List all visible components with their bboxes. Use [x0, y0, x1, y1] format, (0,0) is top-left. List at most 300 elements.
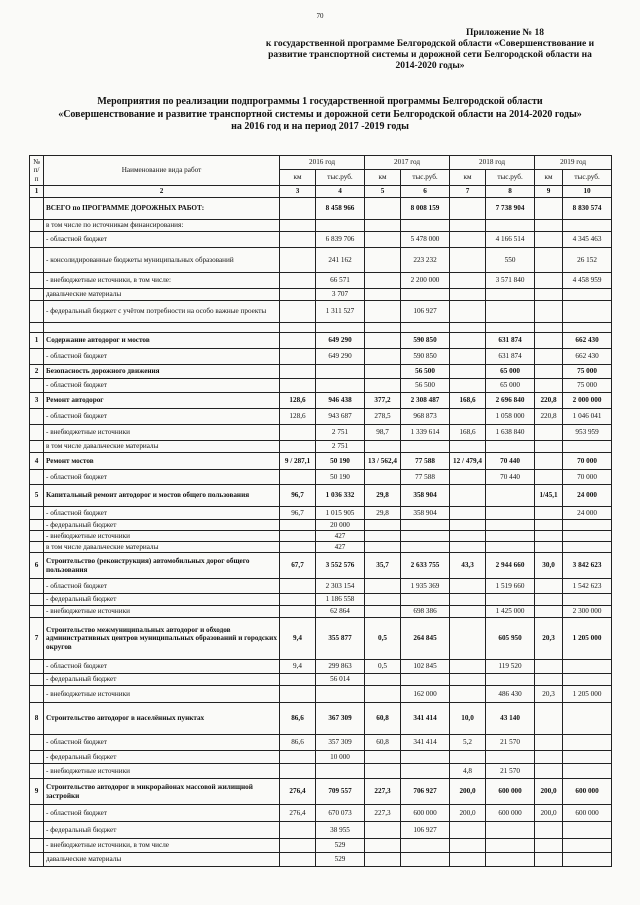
amount-cell: 3 571 840	[486, 273, 535, 289]
amount-cell: 670 073	[316, 805, 365, 822]
amount-cell: 600 000	[401, 805, 450, 822]
header-year-2019: 2019 год	[535, 156, 612, 170]
amount-cell: 70 440	[486, 470, 535, 485]
work-type-name: в том числе по источникам финансирования:	[44, 220, 280, 232]
amount-cell: 70 440	[486, 453, 535, 470]
table-row	[30, 409, 612, 425]
row-number	[30, 805, 44, 822]
km-cell: 276,4	[280, 805, 316, 822]
amount-cell	[563, 853, 612, 867]
amount-cell: 65 000	[486, 365, 535, 379]
row-number	[30, 520, 44, 531]
km-cell	[365, 531, 401, 542]
row-number	[30, 198, 44, 220]
amount-cell: 75 000	[563, 379, 612, 393]
table-row	[30, 618, 612, 660]
table-row	[30, 805, 612, 822]
amount-cell: 20 000	[316, 520, 365, 531]
km-cell: 9 / 287,1	[280, 453, 316, 470]
amount-cell: 77 588	[401, 470, 450, 485]
row-number	[30, 248, 44, 273]
table-row	[30, 333, 612, 349]
amount-cell: 1 036 332	[316, 485, 365, 507]
amount-cell: 358 904	[401, 485, 450, 507]
amount-cell: 264 845	[401, 618, 450, 660]
km-cell	[535, 323, 563, 333]
amount-cell: 56 014	[316, 674, 365, 686]
amount-cell: 66 571	[316, 273, 365, 289]
km-cell	[535, 453, 563, 470]
table-row	[30, 594, 612, 606]
amount-cell: 600 000	[563, 805, 612, 822]
km-cell: 227,3	[365, 805, 401, 822]
row-number: 3	[30, 393, 44, 409]
amount-cell: 1 339 614	[401, 425, 450, 441]
amount-cell: 10 000	[316, 751, 365, 764]
work-type-name: - областной бюджет	[44, 735, 280, 751]
km-cell	[535, 301, 563, 323]
amount-cell: 2 000 000	[563, 393, 612, 409]
amount-cell: 241 162	[316, 248, 365, 273]
km-cell: 12 / 479,4	[450, 453, 486, 470]
header-row-years	[30, 156, 612, 170]
row-number: 1	[30, 333, 44, 349]
amount-cell: 968 873	[401, 409, 450, 425]
km-cell: 96,7	[280, 485, 316, 507]
amount-cell	[563, 822, 612, 839]
amount-cell: 2 944 660	[486, 553, 535, 579]
km-cell	[450, 618, 486, 660]
km-cell	[450, 660, 486, 674]
amount-cell	[486, 289, 535, 301]
km-cell: 227,3	[365, 779, 401, 805]
km-cell	[535, 425, 563, 441]
km-cell	[450, 409, 486, 425]
km-cell	[450, 822, 486, 839]
amount-cell	[486, 441, 535, 453]
work-type-name: - федеральный бюджет	[44, 751, 280, 764]
km-cell	[365, 273, 401, 289]
km-cell	[280, 273, 316, 289]
table-row	[30, 839, 612, 853]
row-number	[30, 660, 44, 674]
amount-cell: 56 500	[401, 365, 450, 379]
amount-cell: 605 950	[486, 618, 535, 660]
amount-cell: 427	[316, 531, 365, 542]
km-cell	[450, 248, 486, 273]
km-cell	[450, 686, 486, 703]
km-cell	[450, 198, 486, 220]
appendix-line-3: развитие транспортной системы и дорожной сети Белгородской области на	[268, 50, 592, 60]
table-row	[30, 531, 612, 542]
row-number	[30, 220, 44, 232]
table-row	[30, 542, 612, 553]
amount-cell	[401, 531, 450, 542]
km-cell	[280, 323, 316, 333]
amount-cell: 38 955	[316, 822, 365, 839]
header-km: км	[450, 170, 486, 186]
col-number: 2	[44, 186, 280, 198]
amount-cell: 3 842 623	[563, 553, 612, 579]
row-number	[30, 323, 44, 333]
row-number: 7	[30, 618, 44, 660]
table-row	[30, 520, 612, 531]
km-cell	[535, 349, 563, 365]
row-number	[30, 839, 44, 853]
work-type-name: - областной бюджет	[44, 470, 280, 485]
amount-cell	[486, 520, 535, 531]
km-cell	[365, 349, 401, 365]
table-row	[30, 507, 612, 520]
km-cell: 0,5	[365, 660, 401, 674]
km-cell	[535, 507, 563, 520]
km-cell: 5,2	[450, 735, 486, 751]
amount-cell: 3 707	[316, 289, 365, 301]
col-number: 5	[365, 186, 401, 198]
amount-cell: 698 386	[401, 606, 450, 618]
amount-cell: 2 633 755	[401, 553, 450, 579]
km-cell	[280, 594, 316, 606]
table-row	[30, 735, 612, 751]
amount-cell	[486, 822, 535, 839]
amount-cell: 8 458 966	[316, 198, 365, 220]
km-cell	[535, 735, 563, 751]
km-cell	[365, 594, 401, 606]
header-rub: тыс.руб.	[316, 170, 365, 186]
km-cell: 168,6	[450, 425, 486, 441]
work-type-name: Строительство межмуниципальных автодорог и обходов административных центров муниципальных образований и городских округов	[44, 618, 280, 660]
km-cell: 200,0	[450, 779, 486, 805]
km-cell	[280, 379, 316, 393]
table-row	[30, 853, 612, 867]
km-cell	[450, 379, 486, 393]
amount-cell	[563, 301, 612, 323]
amount-cell: 2 751	[316, 425, 365, 441]
row-number	[30, 425, 44, 441]
km-cell: 96,7	[280, 507, 316, 520]
row-number: 9	[30, 779, 44, 805]
amount-cell: 5 478 000	[401, 232, 450, 248]
table-row	[30, 485, 612, 507]
amount-cell: 590 850	[401, 349, 450, 365]
col-number: 3	[280, 186, 316, 198]
km-cell	[450, 485, 486, 507]
amount-cell: 1 935 369	[401, 579, 450, 594]
amount-cell	[486, 594, 535, 606]
amount-cell: 3 552 576	[316, 553, 365, 579]
amount-cell: 953 959	[563, 425, 612, 441]
km-cell	[280, 853, 316, 867]
row-number	[30, 606, 44, 618]
km-cell: 9,4	[280, 618, 316, 660]
work-type-name: Ремонт мостов	[44, 453, 280, 470]
row-number	[30, 853, 44, 867]
km-cell	[535, 333, 563, 349]
km-cell	[535, 579, 563, 594]
km-cell	[280, 764, 316, 779]
table-row	[30, 301, 612, 323]
table-row	[30, 686, 612, 703]
km-cell: 220,8	[535, 409, 563, 425]
amount-cell: 6 839 706	[316, 232, 365, 248]
km-cell	[280, 822, 316, 839]
km-cell: 276,4	[280, 779, 316, 805]
work-type-name: - федеральный бюджет	[44, 594, 280, 606]
amount-cell: 943 687	[316, 409, 365, 425]
amount-cell: 550	[486, 248, 535, 273]
km-cell: 278,5	[365, 409, 401, 425]
header-year-2018: 2018 год	[450, 156, 535, 170]
amount-cell: 4 345 463	[563, 232, 612, 248]
amount-cell: 43 140	[486, 703, 535, 735]
amount-cell: 1 058 000	[486, 409, 535, 425]
header-km: км	[535, 170, 563, 186]
table-row	[30, 441, 612, 453]
amount-cell	[563, 735, 612, 751]
header-year-2017: 2017 год	[365, 156, 450, 170]
km-cell	[450, 333, 486, 349]
amount-cell: 486 430	[486, 686, 535, 703]
amount-cell: 50 190	[316, 470, 365, 485]
work-type-name: в том числе давальческие материалы	[44, 441, 280, 453]
km-cell: 20,3	[535, 618, 563, 660]
km-cell	[450, 289, 486, 301]
amount-cell	[563, 520, 612, 531]
km-cell	[535, 198, 563, 220]
amount-cell	[486, 507, 535, 520]
col-number: 8	[486, 186, 535, 198]
amount-cell: 8 008 159	[401, 198, 450, 220]
amount-cell: 7 738 904	[486, 198, 535, 220]
km-cell	[365, 751, 401, 764]
header-name: Наименование вида работ	[44, 156, 280, 186]
km-cell	[280, 674, 316, 686]
km-cell	[280, 531, 316, 542]
km-cell	[365, 232, 401, 248]
km-cell	[365, 220, 401, 232]
amount-cell: 2 696 840	[486, 393, 535, 409]
work-type-name: - областной бюджет	[44, 660, 280, 674]
km-cell: 29,8	[365, 485, 401, 507]
table-row	[30, 674, 612, 686]
km-cell: 60,8	[365, 703, 401, 735]
km-cell	[535, 531, 563, 542]
document-title	[30, 96, 610, 134]
km-cell	[280, 425, 316, 441]
amount-cell: 1 205 000	[563, 686, 612, 703]
row-number: 6	[30, 553, 44, 579]
km-cell	[535, 220, 563, 232]
km-cell: 29,8	[365, 507, 401, 520]
km-cell	[450, 441, 486, 453]
col-number: 4	[316, 186, 365, 198]
amount-cell: 2 200 000	[401, 273, 450, 289]
amount-cell	[316, 764, 365, 779]
km-cell: 10,0	[450, 703, 486, 735]
amount-cell	[316, 379, 365, 393]
amount-cell: 1 519 660	[486, 579, 535, 594]
km-cell: 168,6	[450, 393, 486, 409]
km-cell	[450, 301, 486, 323]
amount-cell: 1 542 623	[563, 579, 612, 594]
km-cell	[365, 333, 401, 349]
amount-cell: 662 430	[563, 349, 612, 365]
km-cell: 200,0	[535, 805, 563, 822]
amount-cell	[401, 594, 450, 606]
row-number: 5	[30, 485, 44, 507]
amount-cell	[401, 520, 450, 531]
amount-cell: 162 000	[401, 686, 450, 703]
work-type-name: - областной бюджет	[44, 232, 280, 248]
amount-cell: 119 520	[486, 660, 535, 674]
amount-cell: 102 845	[401, 660, 450, 674]
km-cell	[365, 579, 401, 594]
km-cell	[280, 333, 316, 349]
table-row	[30, 660, 612, 674]
work-type-name: Содержание автодорог и мостов	[44, 333, 280, 349]
km-cell	[450, 606, 486, 618]
title-line-1: Мероприятия по реализации подпрограммы 1 государственной программы Белгородской области	[97, 96, 543, 107]
km-cell	[365, 441, 401, 453]
km-cell	[280, 365, 316, 379]
amount-cell: 706 927	[401, 779, 450, 805]
amount-cell: 529	[316, 839, 365, 853]
amount-cell: 1 015 905	[316, 507, 365, 520]
work-type-name: Строительство автодорог в населённых пунктах	[44, 703, 280, 735]
col-number: 10	[563, 186, 612, 198]
row-number	[30, 751, 44, 764]
km-cell: 35,7	[365, 553, 401, 579]
amount-cell	[401, 764, 450, 779]
km-cell: 4,8	[450, 764, 486, 779]
appendix-line-2: к государственной программе Белгородской области «Совершенствование и	[265, 39, 595, 49]
row-number	[30, 470, 44, 485]
km-cell	[365, 542, 401, 553]
amount-cell: 26 152	[563, 248, 612, 273]
km-cell: 13 / 562,4	[365, 453, 401, 470]
table-row	[30, 606, 612, 618]
amount-cell	[486, 853, 535, 867]
amount-cell	[563, 289, 612, 301]
table-row	[30, 323, 612, 333]
table-row	[30, 232, 612, 248]
km-cell	[535, 441, 563, 453]
km-cell	[365, 839, 401, 853]
appendix-heading	[250, 28, 610, 72]
amount-cell	[486, 220, 535, 232]
amount-cell	[563, 542, 612, 553]
row-number	[30, 301, 44, 323]
work-type-name: - внебюджетные источники	[44, 606, 280, 618]
row-number: 8	[30, 703, 44, 735]
amount-cell	[316, 686, 365, 703]
appendix-line-1: Приложение № 18	[466, 28, 544, 38]
km-cell	[365, 764, 401, 779]
km-cell	[535, 520, 563, 531]
km-cell	[280, 232, 316, 248]
km-cell	[365, 686, 401, 703]
work-type-name: Ремонт автодорог	[44, 393, 280, 409]
work-type-name: - областной бюджет	[44, 507, 280, 520]
work-type-name: Строительство автодорог в микрорайонах массовой жилищной застройки	[44, 779, 280, 805]
amount-cell: 1 186 558	[316, 594, 365, 606]
table-row	[30, 453, 612, 470]
row-number	[30, 409, 44, 425]
amount-cell: 8 830 574	[563, 198, 612, 220]
km-cell	[280, 470, 316, 485]
km-cell: 0,5	[365, 618, 401, 660]
amount-cell	[486, 323, 535, 333]
title-line-3: на 2016 год и на период 2017 -2019 годы	[231, 121, 409, 132]
km-cell	[535, 289, 563, 301]
row-number	[30, 674, 44, 686]
row-number	[30, 542, 44, 553]
km-cell	[535, 764, 563, 779]
amount-cell: 2 300 000	[563, 606, 612, 618]
row-number	[30, 822, 44, 839]
amount-cell	[316, 220, 365, 232]
km-cell	[365, 822, 401, 839]
table-row	[30, 379, 612, 393]
header-rub: тыс.руб.	[563, 170, 612, 186]
km-cell	[365, 301, 401, 323]
km-cell	[450, 470, 486, 485]
work-type-name: - областной бюджет	[44, 579, 280, 594]
work-type-name: - федеральный бюджет с учётом потребности на особо важные проекты	[44, 301, 280, 323]
km-cell	[365, 379, 401, 393]
amount-cell	[563, 660, 612, 674]
amount-cell: 1 638 840	[486, 425, 535, 441]
row-number	[30, 379, 44, 393]
km-cell: 86,6	[280, 703, 316, 735]
amount-cell	[563, 839, 612, 853]
table-row	[30, 198, 612, 220]
table-row	[30, 470, 612, 485]
km-cell	[365, 289, 401, 301]
amount-cell	[486, 301, 535, 323]
amount-cell: 631 874	[486, 333, 535, 349]
km-cell: 43,3	[450, 553, 486, 579]
amount-cell: 662 430	[563, 333, 612, 349]
km-cell	[535, 822, 563, 839]
work-type-name: Безопасность дорожного движения	[44, 365, 280, 379]
row-number	[30, 441, 44, 453]
amount-cell: 299 863	[316, 660, 365, 674]
amount-cell: 529	[316, 853, 365, 867]
amount-cell: 1 311 527	[316, 301, 365, 323]
km-cell	[365, 365, 401, 379]
amount-cell	[401, 674, 450, 686]
km-cell: 128,6	[280, 409, 316, 425]
km-cell	[450, 579, 486, 594]
amount-cell	[563, 674, 612, 686]
amount-cell	[401, 441, 450, 453]
km-cell	[535, 470, 563, 485]
km-cell	[450, 520, 486, 531]
header-km: км	[365, 170, 401, 186]
work-type-name: - областной бюджет	[44, 379, 280, 393]
work-type-name: - федеральный бюджет	[44, 674, 280, 686]
km-cell	[450, 365, 486, 379]
km-cell: 1/45,1	[535, 485, 563, 507]
amount-cell: 631 874	[486, 349, 535, 365]
amount-cell: 75 000	[563, 365, 612, 379]
col-number: 6	[401, 186, 450, 198]
amount-cell	[401, 289, 450, 301]
km-cell	[280, 301, 316, 323]
km-cell	[280, 349, 316, 365]
amount-cell: 65 000	[486, 379, 535, 393]
